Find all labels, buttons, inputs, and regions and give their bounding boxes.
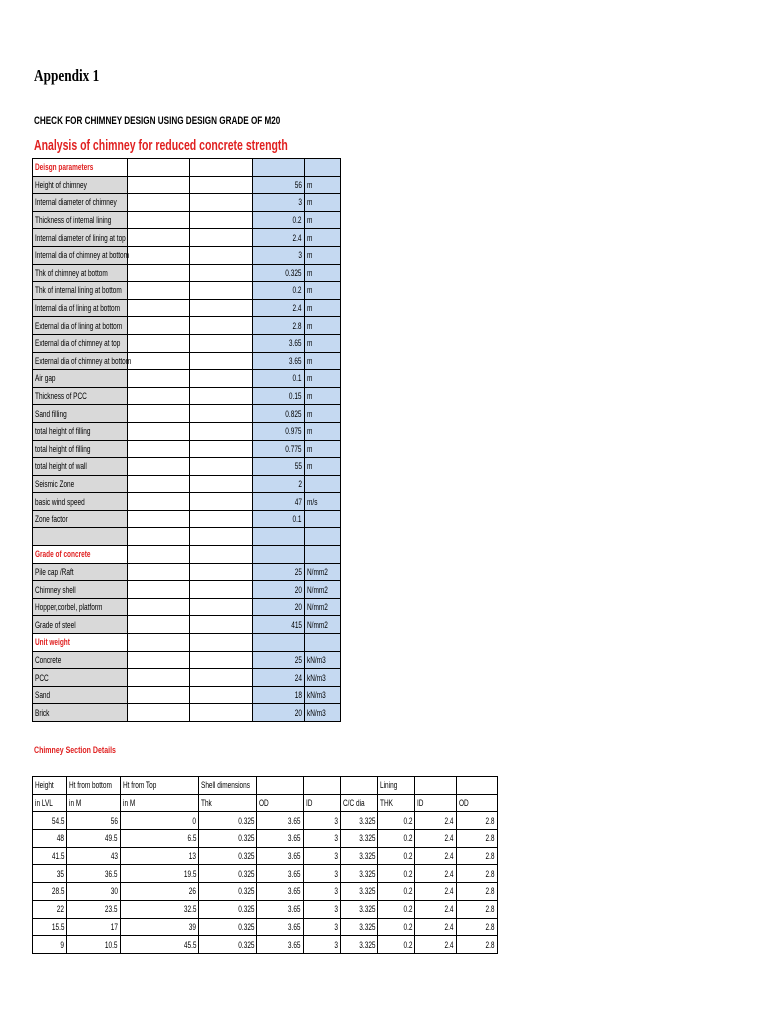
section-cell: 41.5: [51, 851, 65, 862]
section-cell: 3: [334, 833, 338, 844]
section-header-cell: Lining: [380, 780, 398, 791]
param-value: 0.2: [292, 215, 302, 226]
param-label: Concrete: [35, 654, 62, 665]
section-cell: 2.4: [444, 851, 454, 862]
section-cell: 3.65: [288, 833, 301, 844]
section-cell: 0.2: [403, 833, 413, 844]
param-row: [33, 334, 341, 352]
param-unit: m: [306, 303, 313, 314]
param-value: 47: [294, 496, 302, 507]
param-value: 18: [294, 690, 302, 701]
section-cell: 2.8: [485, 851, 495, 862]
section-row: [33, 830, 498, 848]
section-header-cell: in M: [69, 798, 82, 809]
section-cell: 22: [57, 904, 65, 915]
param-label: Sand filling: [35, 408, 67, 419]
section-cell: 54.5: [51, 815, 65, 826]
param-row: [33, 475, 341, 493]
section-row: [33, 865, 498, 883]
section-cell: 0.2: [403, 939, 413, 950]
param-row: [33, 317, 341, 335]
param-label: total height of filling: [35, 443, 91, 454]
param-row: [33, 493, 341, 511]
section-cell: 2.8: [485, 939, 495, 950]
param-unit: m: [306, 426, 313, 437]
analysis-title: Analysis of chimney for reduced concrete strength: [34, 137, 288, 154]
param-unit: N/mm2: [306, 619, 328, 630]
param-value: 3.65: [289, 355, 302, 366]
param-unit: m: [306, 408, 313, 419]
param-value: 2.4: [292, 232, 302, 243]
section-cell: 0.325: [238, 904, 255, 915]
section-header-cell: Ht from Top: [122, 780, 156, 791]
param-value: 25: [294, 654, 302, 665]
param-row: [33, 211, 341, 229]
section-cell: 3.65: [288, 851, 301, 862]
param-row: [33, 282, 341, 300]
section-cell: 26: [188, 886, 197, 897]
param-unit: m: [306, 320, 313, 331]
section-cell: 36.5: [104, 868, 118, 879]
section-cell: 2.8: [485, 833, 495, 844]
param-value: 20: [294, 584, 302, 595]
param-row: [33, 546, 341, 564]
section-cell: 0.2: [403, 851, 413, 862]
section-cell: 2.8: [485, 921, 495, 932]
section-cell: 3.65: [288, 939, 301, 950]
section-header-cell: THK: [380, 798, 394, 809]
param-value: 20: [294, 707, 302, 718]
param-label: Thk of internal lining at bottom: [35, 285, 122, 296]
param-row: [33, 528, 341, 546]
section-cell: 9: [60, 939, 65, 950]
param-row: [33, 352, 341, 370]
section-cell: 2.4: [444, 921, 454, 932]
param-label: Internal dia of lining at bottom: [35, 303, 121, 314]
param-value: 56: [294, 179, 302, 190]
param-label: Internal diameter of lining at top: [35, 232, 126, 243]
param-row: [33, 598, 341, 616]
param-label: Zone factor: [35, 514, 68, 525]
section-row: [33, 936, 498, 954]
param-row: [33, 194, 341, 212]
param-label: Thk of chimney at bottom: [35, 267, 108, 278]
section-cell: 49.5: [104, 833, 118, 844]
section-cell: 2.8: [485, 815, 495, 826]
section-cell: 0.2: [403, 904, 413, 915]
section-cell: 2.4: [444, 886, 454, 897]
param-row: [33, 422, 341, 440]
check-title: CHECK FOR CHIMNEY DESIGN USING DESIGN GRADE OF M20: [34, 115, 281, 127]
param-row: [33, 651, 341, 669]
param-value: 3: [298, 250, 302, 261]
section-cell: 3.325: [358, 904, 376, 915]
section-cell: 2.4: [444, 904, 454, 915]
param-unit: m: [306, 197, 313, 208]
param-label: Brick: [35, 707, 50, 718]
param-value: 415: [291, 619, 302, 630]
param-value: 0.2: [292, 285, 302, 296]
param-value: 0.1: [292, 373, 302, 384]
section-header-row: [33, 794, 498, 812]
section-cell: 35: [57, 868, 65, 879]
param-row: [33, 405, 341, 423]
section-header-cell: OD: [458, 798, 469, 809]
section-cell: 2.4: [444, 939, 454, 950]
section-cell: 0.325: [238, 921, 255, 932]
param-row: [33, 634, 341, 652]
param-unit: m: [306, 215, 313, 226]
param-unit: kN/m3: [306, 672, 326, 683]
param-row: [33, 669, 341, 687]
section-header-cell: Height: [35, 780, 54, 791]
param-row: [33, 370, 341, 388]
param-value: 2.8: [292, 320, 302, 331]
page-heading: Appendix 1: [34, 66, 100, 85]
param-row: [33, 458, 341, 476]
param-label: Chimney shell: [35, 584, 76, 595]
param-label: Sand: [35, 690, 51, 701]
section-cell: 3.325: [358, 833, 376, 844]
section-cell: 3: [334, 921, 338, 932]
param-unit: m: [306, 443, 313, 454]
section-cell: 0.325: [238, 939, 255, 950]
section-header-cell: ID: [417, 798, 424, 809]
section-cell: 15.5: [51, 921, 65, 932]
section-header-cell: in M: [122, 798, 135, 809]
section-cell: 56: [110, 815, 118, 826]
param-label: Grade of concrete: [35, 549, 91, 560]
param-value: 0.15: [289, 391, 302, 402]
section-header-cell: ID: [305, 798, 313, 809]
param-unit: m: [306, 285, 313, 296]
param-label: Deisgn parameters: [35, 162, 94, 173]
param-label: Internal diameter of chimney: [35, 197, 117, 208]
section-cell: 3.65: [288, 815, 301, 826]
param-label: Grade of steel: [35, 619, 76, 630]
param-label: Hopper,corbel, platform: [35, 602, 103, 613]
param-unit: m: [306, 267, 313, 278]
param-row: [33, 229, 341, 247]
section-header-cell: C/C dia: [342, 798, 365, 809]
param-value: 25: [294, 566, 302, 577]
param-row: [33, 299, 341, 317]
section-cell: 0.2: [403, 868, 413, 879]
param-unit: kN/m3: [306, 690, 326, 701]
param-label: Thickness of internal lining: [35, 215, 112, 226]
param-unit: m: [306, 373, 313, 384]
section-cell: 3: [334, 904, 338, 915]
param-unit: m: [306, 461, 313, 472]
section-cell: 3: [334, 851, 338, 862]
param-value: 24: [294, 672, 302, 683]
param-row: [33, 510, 341, 528]
param-value: 0.975: [285, 426, 302, 437]
section-cell: 0.325: [238, 851, 255, 862]
param-label: Air gap: [35, 373, 56, 384]
param-label: Unit weight: [35, 637, 70, 648]
param-value: 0.1: [292, 514, 302, 525]
chimney-section-table: [32, 776, 498, 954]
param-value: 3.65: [289, 338, 302, 349]
section-cell: 10.5: [104, 939, 118, 950]
param-value: 0.775: [285, 443, 302, 454]
param-unit: N/mm2: [306, 602, 328, 613]
section-cell: 3.65: [288, 904, 301, 915]
param-unit: m: [306, 232, 313, 243]
section-cell: 30: [110, 886, 118, 897]
param-value: 55: [294, 461, 302, 472]
param-unit: kN/m3: [306, 654, 326, 665]
section-title: Chimney Section Details: [34, 745, 116, 755]
section-cell: 39: [188, 921, 197, 932]
section-cell: 0.325: [238, 868, 255, 879]
section-cell: 19.5: [183, 868, 197, 879]
section-cell: 0.325: [238, 833, 255, 844]
param-unit: N/mm2: [306, 584, 328, 595]
section-cell: 3.325: [358, 815, 376, 826]
param-value: 20: [294, 602, 302, 613]
param-label: basic wind speed: [35, 496, 85, 507]
param-row: [33, 387, 341, 405]
param-row: [33, 581, 341, 599]
section-cell: 17: [110, 921, 118, 932]
param-row: [33, 246, 341, 264]
section-row: [33, 918, 498, 936]
section-row: [33, 812, 498, 830]
param-unit: m: [306, 250, 313, 261]
param-unit: m: [306, 338, 313, 349]
section-cell: 3.65: [288, 868, 301, 879]
param-label: total height of wall: [35, 461, 87, 472]
section-cell: 0.325: [238, 886, 255, 897]
section-cell: 2.8: [485, 904, 495, 915]
param-label: Internal dia of chimney at bottom: [35, 250, 130, 261]
section-cell: 2.8: [485, 886, 495, 897]
design-parameters-table: [32, 158, 341, 722]
section-cell: 3.325: [358, 921, 376, 932]
section-cell: 0.2: [403, 886, 413, 897]
section-cell: 0.325: [238, 815, 255, 826]
section-cell: 3: [334, 886, 338, 897]
param-label: External dia of chimney at top: [35, 338, 121, 349]
section-cell: 2.4: [444, 815, 454, 826]
param-row: [33, 264, 341, 282]
section-cell: 3: [334, 939, 338, 950]
param-unit: m: [306, 179, 313, 190]
section-cell: 3.65: [288, 886, 301, 897]
param-label: Height of chimney: [35, 179, 87, 190]
section-cell: 0.2: [403, 921, 413, 932]
section-cell: 3.325: [358, 868, 376, 879]
section-cell: 0.2: [403, 815, 413, 826]
param-row: [33, 440, 341, 458]
param-value: 0.825: [285, 408, 302, 419]
section-cell: 2.8: [485, 868, 495, 879]
section-cell: 28.5: [51, 886, 65, 897]
param-value: 0.325: [285, 267, 302, 278]
section-cell: 13: [188, 851, 197, 862]
section-header-cell: Shell dimensions: [201, 780, 251, 791]
section-cell: 32.5: [183, 904, 197, 915]
section-cell: 3: [334, 868, 338, 879]
param-row: [33, 159, 341, 177]
param-value: 3: [298, 197, 302, 208]
section-cell: 48: [57, 833, 65, 844]
param-unit: kN/m3: [306, 707, 326, 718]
param-value: 2: [298, 478, 302, 489]
section-cell: 3.325: [358, 939, 376, 950]
param-label: Thickness of PCC: [35, 391, 87, 402]
section-cell: 3: [334, 815, 338, 826]
param-label: Seismic Zone: [35, 478, 75, 489]
section-header-cell: Ht from bottom: [69, 780, 113, 791]
param-unit: N/mm2: [306, 566, 328, 577]
param-label: External dia of lining at bottom: [35, 320, 123, 331]
section-cell: 43: [110, 851, 118, 862]
param-row: [33, 616, 341, 634]
section-cell: 2.4: [444, 833, 454, 844]
param-label: PCC: [35, 672, 49, 683]
section-row: [33, 883, 498, 901]
section-cell: 6.5: [187, 833, 197, 844]
param-row: [33, 704, 341, 722]
section-cell: 3.65: [288, 921, 301, 932]
param-row: [33, 686, 341, 704]
param-label: External dia of chimney at bottom: [35, 355, 132, 366]
section-cell: 3.325: [358, 886, 376, 897]
section-header-cell: OD: [259, 798, 270, 809]
section-row: [33, 847, 498, 865]
section-cell: 23.5: [104, 904, 118, 915]
param-label: Pile cap /Raft: [35, 566, 74, 577]
param-unit: m/s: [306, 496, 318, 507]
param-unit: m: [306, 391, 313, 402]
param-value: 2.4: [292, 303, 302, 314]
param-row: [33, 563, 341, 581]
section-header-row: [33, 777, 498, 795]
section-cell: 2.4: [444, 868, 454, 879]
section-row: [33, 900, 498, 918]
param-label: total height of filling: [35, 426, 91, 437]
param-row: [33, 176, 341, 194]
param-unit: m: [306, 355, 313, 366]
section-header-cell: Thk: [201, 798, 212, 809]
section-cell: 3.325: [358, 851, 376, 862]
section-cell: 45.5: [183, 939, 197, 950]
section-header-cell: in LVL: [35, 798, 53, 809]
section-cell: 0: [192, 815, 197, 826]
